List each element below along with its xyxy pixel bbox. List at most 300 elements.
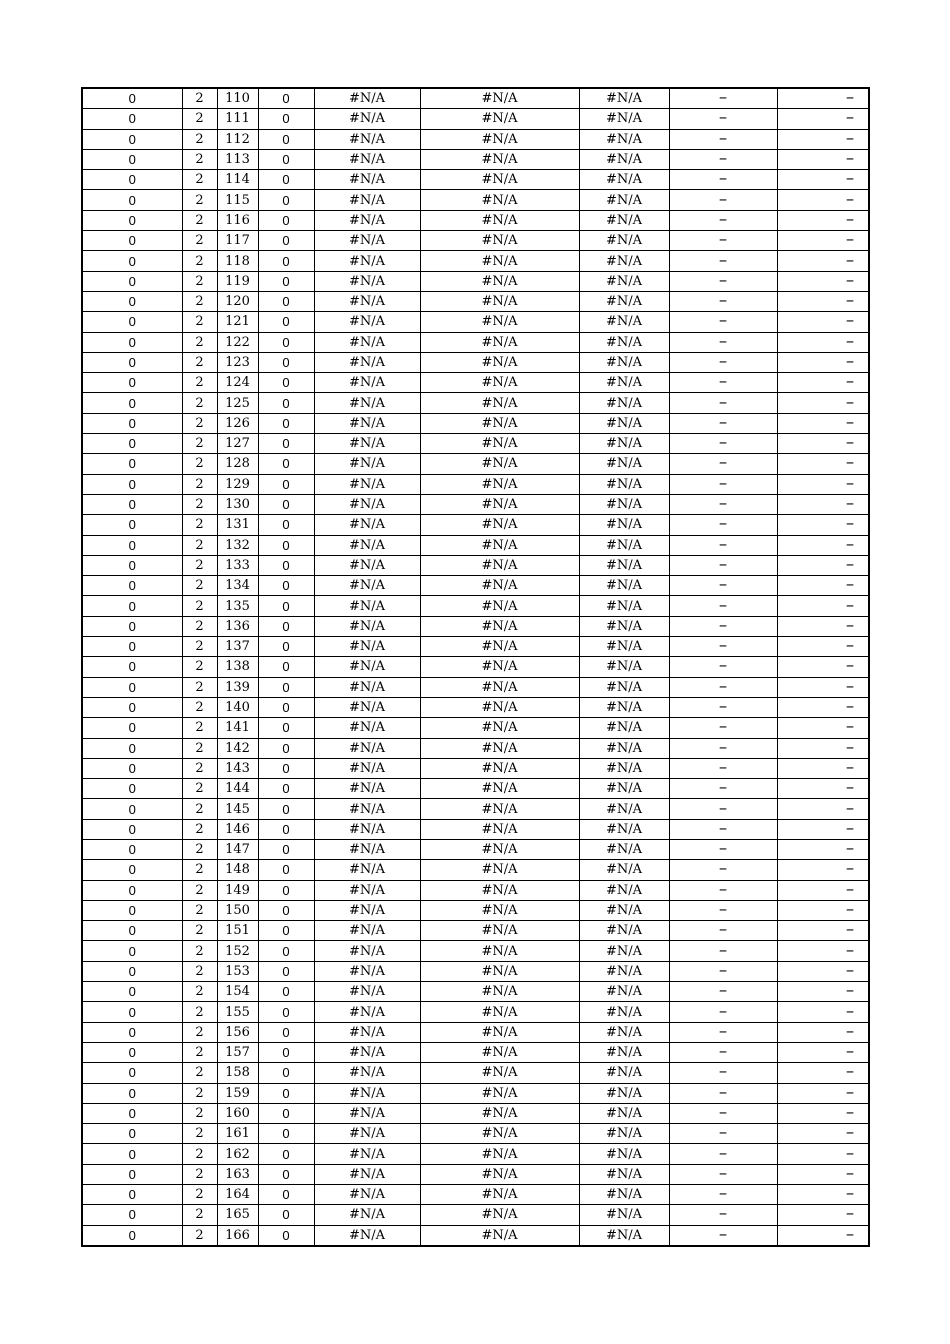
col-h-cell: − xyxy=(669,1042,777,1062)
col-i-cell: − xyxy=(777,779,869,799)
col-b-cell: 2 xyxy=(182,515,217,535)
col-h-cell: − xyxy=(669,982,777,1002)
table-row xyxy=(82,880,869,900)
col-b-cell: 2 xyxy=(182,941,217,961)
col-d-cell: 0 xyxy=(258,1205,314,1225)
col-i-cell: − xyxy=(777,271,869,291)
table-row xyxy=(82,1063,869,1083)
col-h-cell: − xyxy=(669,231,777,251)
col-h-cell: − xyxy=(669,88,777,109)
id-cell: 160 xyxy=(217,1103,258,1123)
table-row xyxy=(82,941,869,961)
table-row xyxy=(82,1225,869,1246)
table-body xyxy=(82,88,869,1246)
col-d-cell: 0 xyxy=(258,434,314,454)
col-i-cell: − xyxy=(777,1002,869,1022)
id-cell: 133 xyxy=(217,555,258,575)
col-a-cell: 0 xyxy=(82,1124,182,1144)
col-b-cell: 2 xyxy=(182,657,217,677)
col-b-cell: 2 xyxy=(182,149,217,169)
col-f-cell: #N/A xyxy=(420,596,579,616)
col-a-cell: 0 xyxy=(82,1185,182,1205)
id-cell: 162 xyxy=(217,1144,258,1164)
col-e-cell: #N/A xyxy=(314,1083,420,1103)
col-d-cell: 0 xyxy=(258,637,314,657)
col-f-cell: #N/A xyxy=(420,657,579,677)
col-e-cell: #N/A xyxy=(314,88,420,109)
col-d-cell: 0 xyxy=(258,454,314,474)
col-i-cell: − xyxy=(777,799,869,819)
col-g-cell: #N/A xyxy=(579,758,669,778)
col-i-cell: − xyxy=(777,982,869,1002)
col-d-cell: 0 xyxy=(258,332,314,352)
col-g-cell: #N/A xyxy=(579,900,669,920)
col-a-cell: 0 xyxy=(82,1083,182,1103)
id-cell: 124 xyxy=(217,373,258,393)
col-d-cell: 0 xyxy=(258,352,314,372)
col-i-cell: − xyxy=(777,251,869,271)
col-a-cell: 0 xyxy=(82,291,182,311)
col-i-cell: − xyxy=(777,596,869,616)
col-b-cell: 2 xyxy=(182,413,217,433)
col-i-cell: − xyxy=(777,697,869,717)
id-cell: 125 xyxy=(217,393,258,413)
col-i-cell: − xyxy=(777,373,869,393)
col-e-cell: #N/A xyxy=(314,880,420,900)
col-g-cell: #N/A xyxy=(579,799,669,819)
col-b-cell: 2 xyxy=(182,1103,217,1123)
col-e-cell: #N/A xyxy=(314,190,420,210)
col-h-cell: − xyxy=(669,413,777,433)
col-a-cell: 0 xyxy=(82,1225,182,1246)
col-b-cell: 2 xyxy=(182,1002,217,1022)
table-row xyxy=(82,393,869,413)
col-b-cell: 2 xyxy=(182,373,217,393)
col-e-cell: #N/A xyxy=(314,373,420,393)
col-b-cell: 2 xyxy=(182,1063,217,1083)
col-h-cell: − xyxy=(669,1103,777,1123)
col-i-cell: − xyxy=(777,758,869,778)
col-b-cell: 2 xyxy=(182,779,217,799)
table-row xyxy=(82,291,869,311)
id-cell: 120 xyxy=(217,291,258,311)
col-i-cell: − xyxy=(777,434,869,454)
col-d-cell: 0 xyxy=(258,819,314,839)
col-d-cell: 0 xyxy=(258,779,314,799)
col-h-cell: − xyxy=(669,921,777,941)
table-row xyxy=(82,596,869,616)
col-f-cell: #N/A xyxy=(420,1042,579,1062)
col-d-cell: 0 xyxy=(258,393,314,413)
col-i-cell: − xyxy=(777,1083,869,1103)
col-g-cell: #N/A xyxy=(579,1103,669,1123)
col-h-cell: − xyxy=(669,312,777,332)
col-h-cell: − xyxy=(669,1002,777,1022)
col-a-cell: 0 xyxy=(82,312,182,332)
col-b-cell: 2 xyxy=(182,1042,217,1062)
col-f-cell: #N/A xyxy=(420,393,579,413)
col-b-cell: 2 xyxy=(182,190,217,210)
col-i-cell: − xyxy=(777,1124,869,1144)
col-e-cell: #N/A xyxy=(314,210,420,230)
col-a-cell: 0 xyxy=(82,352,182,372)
id-cell: 123 xyxy=(217,352,258,372)
id-cell: 111 xyxy=(217,109,258,129)
col-d-cell: 0 xyxy=(258,515,314,535)
col-f-cell: #N/A xyxy=(420,494,579,514)
col-f-cell: #N/A xyxy=(420,1225,579,1246)
col-d-cell: 0 xyxy=(258,535,314,555)
col-g-cell: #N/A xyxy=(579,677,669,697)
col-f-cell: #N/A xyxy=(420,1185,579,1205)
id-cell: 163 xyxy=(217,1164,258,1184)
col-a-cell: 0 xyxy=(82,921,182,941)
col-i-cell: − xyxy=(777,941,869,961)
col-b-cell: 2 xyxy=(182,109,217,129)
col-f-cell: #N/A xyxy=(420,1144,579,1164)
table-row xyxy=(82,779,869,799)
id-cell: 130 xyxy=(217,494,258,514)
col-b-cell: 2 xyxy=(182,170,217,190)
col-d-cell: 0 xyxy=(258,1225,314,1246)
col-e-cell: #N/A xyxy=(314,474,420,494)
table-row xyxy=(82,1124,869,1144)
col-i-cell: − xyxy=(777,616,869,636)
col-h-cell: − xyxy=(669,210,777,230)
col-b-cell: 2 xyxy=(182,88,217,109)
col-b-cell: 2 xyxy=(182,393,217,413)
table-row xyxy=(82,413,869,433)
col-f-cell: #N/A xyxy=(420,880,579,900)
col-d-cell: 0 xyxy=(258,758,314,778)
id-cell: 127 xyxy=(217,434,258,454)
col-i-cell: − xyxy=(777,1225,869,1246)
col-a-cell: 0 xyxy=(82,738,182,758)
col-a-cell: 0 xyxy=(82,555,182,575)
col-b-cell: 2 xyxy=(182,1083,217,1103)
col-d-cell: 0 xyxy=(258,190,314,210)
col-a-cell: 0 xyxy=(82,1144,182,1164)
col-e-cell: #N/A xyxy=(314,515,420,535)
col-i-cell: − xyxy=(777,413,869,433)
table-row xyxy=(82,718,869,738)
col-i-cell: − xyxy=(777,1205,869,1225)
col-d-cell: 0 xyxy=(258,170,314,190)
col-e-cell: #N/A xyxy=(314,657,420,677)
col-f-cell: #N/A xyxy=(420,190,579,210)
col-h-cell: − xyxy=(669,961,777,981)
col-g-cell: #N/A xyxy=(579,941,669,961)
col-h-cell: − xyxy=(669,758,777,778)
col-g-cell: #N/A xyxy=(579,332,669,352)
col-d-cell: 0 xyxy=(258,900,314,920)
table-row xyxy=(82,677,869,697)
id-cell: 115 xyxy=(217,190,258,210)
col-g-cell: #N/A xyxy=(579,109,669,129)
table-row xyxy=(82,1164,869,1184)
id-cell: 140 xyxy=(217,697,258,717)
col-h-cell: − xyxy=(669,271,777,291)
col-h-cell: − xyxy=(669,1022,777,1042)
table-row xyxy=(82,190,869,210)
col-d-cell: 0 xyxy=(258,149,314,169)
col-e-cell: #N/A xyxy=(314,1063,420,1083)
col-h-cell: − xyxy=(669,860,777,880)
col-h-cell: − xyxy=(669,109,777,129)
id-cell: 153 xyxy=(217,961,258,981)
col-h-cell: − xyxy=(669,941,777,961)
id-cell: 139 xyxy=(217,677,258,697)
id-cell: 142 xyxy=(217,738,258,758)
col-g-cell: #N/A xyxy=(579,1225,669,1246)
col-e-cell: #N/A xyxy=(314,779,420,799)
table-row xyxy=(82,251,869,271)
col-a-cell: 0 xyxy=(82,1042,182,1062)
col-f-cell: #N/A xyxy=(420,535,579,555)
col-a-cell: 0 xyxy=(82,109,182,129)
col-i-cell: − xyxy=(777,1185,869,1205)
col-e-cell: #N/A xyxy=(314,697,420,717)
col-d-cell: 0 xyxy=(258,860,314,880)
col-b-cell: 2 xyxy=(182,596,217,616)
col-h-cell: − xyxy=(669,251,777,271)
col-d-cell: 0 xyxy=(258,109,314,129)
col-d-cell: 0 xyxy=(258,738,314,758)
table-row xyxy=(82,819,869,839)
col-d-cell: 0 xyxy=(258,941,314,961)
id-cell: 144 xyxy=(217,779,258,799)
col-f-cell: #N/A xyxy=(420,454,579,474)
col-e-cell: #N/A xyxy=(314,454,420,474)
col-b-cell: 2 xyxy=(182,982,217,1002)
col-e-cell: #N/A xyxy=(314,718,420,738)
col-g-cell: #N/A xyxy=(579,190,669,210)
col-a-cell: 0 xyxy=(82,596,182,616)
col-e-cell: #N/A xyxy=(314,149,420,169)
col-g-cell: #N/A xyxy=(579,1164,669,1184)
col-f-cell: #N/A xyxy=(420,515,579,535)
col-i-cell: − xyxy=(777,1022,869,1042)
table-row xyxy=(82,921,869,941)
col-e-cell: #N/A xyxy=(314,1185,420,1205)
col-b-cell: 2 xyxy=(182,1205,217,1225)
col-a-cell: 0 xyxy=(82,88,182,109)
table-row xyxy=(82,1083,869,1103)
col-a-cell: 0 xyxy=(82,454,182,474)
col-d-cell: 0 xyxy=(258,616,314,636)
col-h-cell: − xyxy=(669,393,777,413)
col-g-cell: #N/A xyxy=(579,718,669,738)
col-e-cell: #N/A xyxy=(314,982,420,1002)
col-f-cell: #N/A xyxy=(420,170,579,190)
col-g-cell: #N/A xyxy=(579,921,669,941)
col-f-cell: #N/A xyxy=(420,1083,579,1103)
table-row xyxy=(82,373,869,393)
col-b-cell: 2 xyxy=(182,474,217,494)
col-e-cell: #N/A xyxy=(314,1124,420,1144)
id-cell: 165 xyxy=(217,1205,258,1225)
col-d-cell: 0 xyxy=(258,576,314,596)
col-g-cell: #N/A xyxy=(579,88,669,109)
col-a-cell: 0 xyxy=(82,170,182,190)
col-g-cell: #N/A xyxy=(579,210,669,230)
col-d-cell: 0 xyxy=(258,1185,314,1205)
col-g-cell: #N/A xyxy=(579,961,669,981)
col-a-cell: 0 xyxy=(82,657,182,677)
col-a-cell: 0 xyxy=(82,718,182,738)
col-i-cell: − xyxy=(777,677,869,697)
col-e-cell: #N/A xyxy=(314,231,420,251)
col-a-cell: 0 xyxy=(82,231,182,251)
col-g-cell: #N/A xyxy=(579,637,669,657)
table-row xyxy=(82,515,869,535)
col-d-cell: 0 xyxy=(258,839,314,859)
col-e-cell: #N/A xyxy=(314,860,420,880)
col-f-cell: #N/A xyxy=(420,88,579,109)
col-b-cell: 2 xyxy=(182,637,217,657)
col-b-cell: 2 xyxy=(182,231,217,251)
id-cell: 164 xyxy=(217,1185,258,1205)
col-f-cell: #N/A xyxy=(420,799,579,819)
col-b-cell: 2 xyxy=(182,880,217,900)
id-cell: 122 xyxy=(217,332,258,352)
table-row xyxy=(82,1205,869,1225)
col-b-cell: 2 xyxy=(182,1144,217,1164)
col-i-cell: − xyxy=(777,210,869,230)
col-d-cell: 0 xyxy=(258,961,314,981)
data-table xyxy=(81,87,870,1247)
col-i-cell: − xyxy=(777,718,869,738)
col-g-cell: #N/A xyxy=(579,1124,669,1144)
table-row xyxy=(82,982,869,1002)
col-e-cell: #N/A xyxy=(314,129,420,149)
col-e-cell: #N/A xyxy=(314,596,420,616)
col-i-cell: − xyxy=(777,555,869,575)
col-g-cell: #N/A xyxy=(579,1144,669,1164)
col-a-cell: 0 xyxy=(82,576,182,596)
col-a-cell: 0 xyxy=(82,271,182,291)
id-cell: 131 xyxy=(217,515,258,535)
col-b-cell: 2 xyxy=(182,129,217,149)
id-cell: 114 xyxy=(217,170,258,190)
table-row xyxy=(82,474,869,494)
col-e-cell: #N/A xyxy=(314,535,420,555)
col-g-cell: #N/A xyxy=(579,454,669,474)
table-row xyxy=(82,616,869,636)
col-d-cell: 0 xyxy=(258,373,314,393)
col-i-cell: − xyxy=(777,961,869,981)
col-g-cell: #N/A xyxy=(579,860,669,880)
id-cell: 156 xyxy=(217,1022,258,1042)
col-b-cell: 2 xyxy=(182,921,217,941)
col-h-cell: − xyxy=(669,900,777,920)
col-g-cell: #N/A xyxy=(579,982,669,1002)
col-a-cell: 0 xyxy=(82,697,182,717)
col-i-cell: − xyxy=(777,535,869,555)
col-h-cell: − xyxy=(669,170,777,190)
col-e-cell: #N/A xyxy=(314,758,420,778)
col-a-cell: 0 xyxy=(82,190,182,210)
col-g-cell: #N/A xyxy=(579,251,669,271)
col-h-cell: − xyxy=(669,637,777,657)
col-a-cell: 0 xyxy=(82,1063,182,1083)
col-a-cell: 0 xyxy=(82,616,182,636)
col-e-cell: #N/A xyxy=(314,941,420,961)
col-e-cell: #N/A xyxy=(314,291,420,311)
col-a-cell: 0 xyxy=(82,393,182,413)
col-i-cell: − xyxy=(777,454,869,474)
col-a-cell: 0 xyxy=(82,332,182,352)
col-a-cell: 0 xyxy=(82,961,182,981)
col-f-cell: #N/A xyxy=(420,271,579,291)
col-d-cell: 0 xyxy=(258,982,314,1002)
col-d-cell: 0 xyxy=(258,555,314,575)
col-i-cell: − xyxy=(777,1164,869,1184)
col-h-cell: − xyxy=(669,718,777,738)
col-h-cell: − xyxy=(669,1185,777,1205)
col-b-cell: 2 xyxy=(182,839,217,859)
col-f-cell: #N/A xyxy=(420,352,579,372)
col-e-cell: #N/A xyxy=(314,170,420,190)
col-e-cell: #N/A xyxy=(314,576,420,596)
id-cell: 146 xyxy=(217,819,258,839)
table-row xyxy=(82,555,869,575)
col-g-cell: #N/A xyxy=(579,494,669,514)
col-d-cell: 0 xyxy=(258,677,314,697)
col-e-cell: #N/A xyxy=(314,393,420,413)
col-f-cell: #N/A xyxy=(420,1205,579,1225)
id-cell: 166 xyxy=(217,1225,258,1246)
col-i-cell: − xyxy=(777,860,869,880)
col-h-cell: − xyxy=(669,657,777,677)
col-i-cell: − xyxy=(777,494,869,514)
col-g-cell: #N/A xyxy=(579,474,669,494)
col-a-cell: 0 xyxy=(82,210,182,230)
col-b-cell: 2 xyxy=(182,900,217,920)
col-e-cell: #N/A xyxy=(314,677,420,697)
col-f-cell: #N/A xyxy=(420,576,579,596)
id-cell: 135 xyxy=(217,596,258,616)
col-a-cell: 0 xyxy=(82,941,182,961)
table-row xyxy=(82,332,869,352)
table-row xyxy=(82,1022,869,1042)
col-h-cell: − xyxy=(669,576,777,596)
table-row xyxy=(82,149,869,169)
col-e-cell: #N/A xyxy=(314,312,420,332)
col-g-cell: #N/A xyxy=(579,129,669,149)
col-a-cell: 0 xyxy=(82,982,182,1002)
col-g-cell: #N/A xyxy=(579,1205,669,1225)
col-b-cell: 2 xyxy=(182,819,217,839)
col-h-cell: − xyxy=(669,1225,777,1246)
col-e-cell: #N/A xyxy=(314,332,420,352)
col-f-cell: #N/A xyxy=(420,718,579,738)
col-i-cell: − xyxy=(777,149,869,169)
id-cell: 141 xyxy=(217,718,258,738)
col-g-cell: #N/A xyxy=(579,779,669,799)
col-a-cell: 0 xyxy=(82,434,182,454)
col-h-cell: − xyxy=(669,1205,777,1225)
col-g-cell: #N/A xyxy=(579,697,669,717)
col-d-cell: 0 xyxy=(258,799,314,819)
col-f-cell: #N/A xyxy=(420,210,579,230)
col-d-cell: 0 xyxy=(258,291,314,311)
col-f-cell: #N/A xyxy=(420,738,579,758)
table-row xyxy=(82,312,869,332)
col-f-cell: #N/A xyxy=(420,149,579,169)
col-f-cell: #N/A xyxy=(420,637,579,657)
col-a-cell: 0 xyxy=(82,1164,182,1184)
